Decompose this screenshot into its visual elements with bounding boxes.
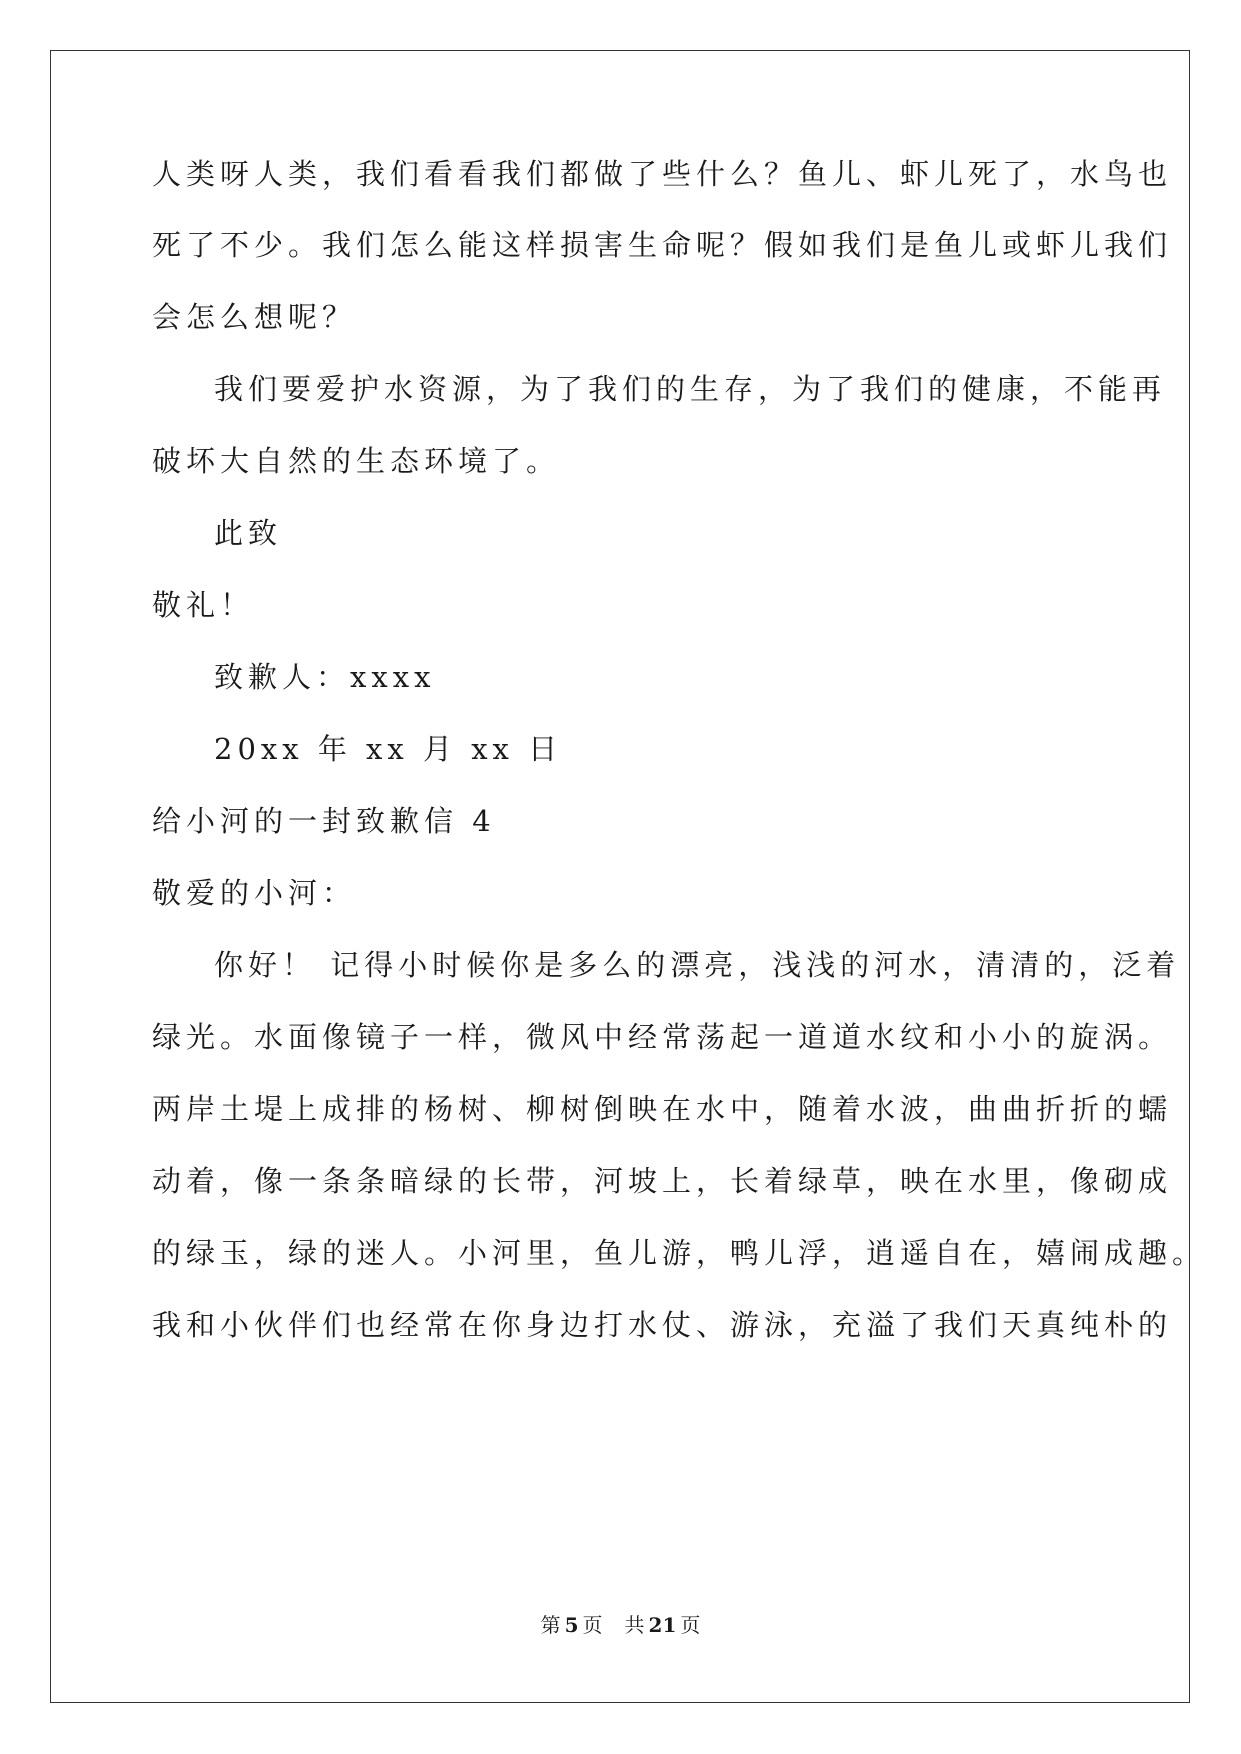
page-prefix: 第 xyxy=(540,1613,561,1637)
total-suffix: 页 xyxy=(680,1613,701,1637)
greeting-line: 敬爱的小河： xyxy=(152,876,357,910)
body-line: 死了不少。我们怎么能这样损害生命呢？假如我们是鱼儿或虾儿我们 xyxy=(152,228,1173,262)
body-line: 我和小伙伴们也经常在你身边打水仗、游泳，充溢了我们天真纯朴的 xyxy=(152,1308,1173,1342)
body-line: 你好！ 记得小时候你是多么的漂亮，浅浅的河水，清清的，泛着 xyxy=(214,948,1181,982)
body-line: 我们要爱护水资源，为了我们的生存，为了我们的健康，不能再 xyxy=(214,372,1167,406)
body-line: 破坏大自然的生态环境了。 xyxy=(152,444,561,478)
body-line: 会怎么想呢？ xyxy=(152,300,357,334)
date-line: 20xx 年 xx 月 xx 日 xyxy=(214,732,563,766)
total-pages: 21 xyxy=(648,1613,677,1637)
body-line: 动着，像一条条暗绿的长带，河坡上，长着绿草，映在水里，像砌成 xyxy=(152,1164,1173,1198)
body-line: 人类呀人类，我们看看我们都做了些什么？鱼儿、虾儿死了，水鸟也 xyxy=(152,157,1173,191)
closing-salutation: 此致 xyxy=(214,516,283,550)
closing-regards: 敬礼！ xyxy=(152,588,255,622)
section-title: 给小河的一封致歉信 4 xyxy=(152,804,496,838)
body-line: 两岸土堤上成排的杨树、柳树倒映在水中，随着水波，曲曲折折的蠕 xyxy=(152,1092,1173,1126)
total-prefix: 共 xyxy=(624,1613,645,1637)
signature-line: 致歉人：xxxx xyxy=(214,660,436,694)
page-suffix: 页 xyxy=(582,1613,603,1637)
page-footer xyxy=(0,1612,1241,1638)
page-number: 5 xyxy=(564,1613,579,1637)
body-line: 的绿玉，绿的迷人。小河里，鱼儿游，鸭儿浮，逍遥自在，嬉闹成趣。 xyxy=(152,1236,1207,1270)
body-line: 绿光。水面像镜子一样，微风中经常荡起一道道水纹和小小的旋涡。 xyxy=(152,1020,1173,1054)
